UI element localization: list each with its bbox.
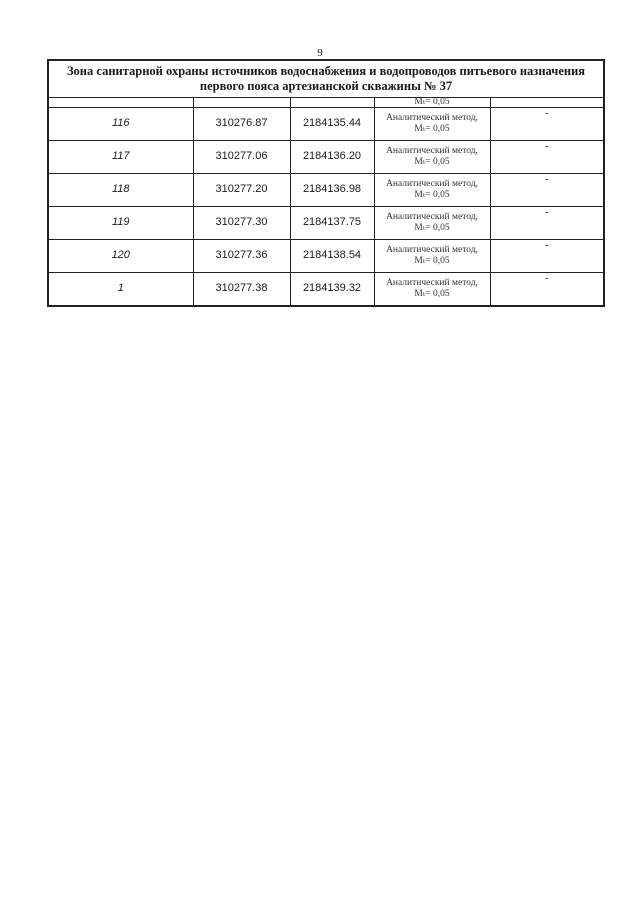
cell-method [374, 207, 490, 240]
table-row [48, 240, 604, 273]
precision-text: Мₜ= 0,05 [414, 223, 450, 233]
table-title [48, 60, 604, 98]
cell-x: 310277.30 [193, 207, 290, 240]
cell-x: 310276.87 [193, 108, 290, 141]
cell-note: - [490, 141, 604, 174]
cell-note: - [490, 240, 604, 273]
cell-method [374, 108, 490, 141]
method-text: Аналитический метод, [386, 212, 478, 222]
cell-note: - [490, 207, 604, 240]
cell-point [48, 98, 193, 108]
cell-note: - [490, 273, 604, 307]
cell-y: 2184139.32 [290, 273, 374, 307]
method-text: Аналитический метод, [386, 245, 478, 255]
cell-x: 310277.38 [193, 273, 290, 307]
cell-method [374, 273, 490, 307]
cell-method [374, 141, 490, 174]
cell-x: 310277.36 [193, 240, 290, 273]
cell-note: - [490, 108, 604, 141]
cell-x [193, 98, 290, 108]
table-row [48, 174, 604, 207]
cell-method [374, 174, 490, 207]
cell-point: 116 [48, 108, 193, 141]
table-title-line-1: Зона санитарной охраны источников водоснабжения и водопроводов питьевого назначения [66, 64, 586, 78]
precision-text: Мₜ= 0,05 [414, 256, 450, 266]
cell-y: 2184137.75 [290, 207, 374, 240]
cell-point: 117 [48, 141, 193, 174]
cell-y: 2184138.54 [290, 240, 374, 273]
cell-x: 310277.20 [193, 174, 290, 207]
table-title-row [48, 60, 604, 98]
cell-note [490, 98, 604, 108]
table-row [48, 108, 604, 141]
precision-text: Мₜ= 0,05 [414, 97, 450, 107]
cell-method [374, 240, 490, 273]
table-row [48, 141, 604, 174]
cell-point: 118 [48, 174, 193, 207]
table-row [48, 207, 604, 240]
precision-text: Мₜ= 0,05 [414, 124, 450, 134]
cell-point: 119 [48, 207, 193, 240]
method-text: Аналитический метод, [386, 278, 478, 288]
cell-y: 2184136.98 [290, 174, 374, 207]
coordinates-table [47, 59, 605, 307]
cell-y [290, 98, 374, 108]
method-text: Аналитический метод, [386, 146, 478, 156]
table-title-line-2: первого пояса артезианской скважины № 37 [199, 79, 453, 93]
cell-point: 1 [48, 273, 193, 307]
cell-note: - [490, 174, 604, 207]
cell-x: 310277.06 [193, 141, 290, 174]
precision-text: Мₜ= 0,05 [414, 157, 450, 167]
table-row-partial [48, 98, 604, 108]
precision-text: Мₜ= 0,05 [414, 289, 450, 299]
precision-text: Мₜ= 0,05 [414, 190, 450, 200]
method-text: Аналитический метод, [386, 179, 478, 189]
cell-point: 120 [48, 240, 193, 273]
method-text: Аналитический метод, [386, 113, 478, 123]
cell-y: 2184135.44 [290, 108, 374, 141]
table-row [48, 273, 604, 307]
cell-y: 2184136.20 [290, 141, 374, 174]
cell-method [374, 98, 490, 108]
page-number: 9 [317, 47, 323, 59]
